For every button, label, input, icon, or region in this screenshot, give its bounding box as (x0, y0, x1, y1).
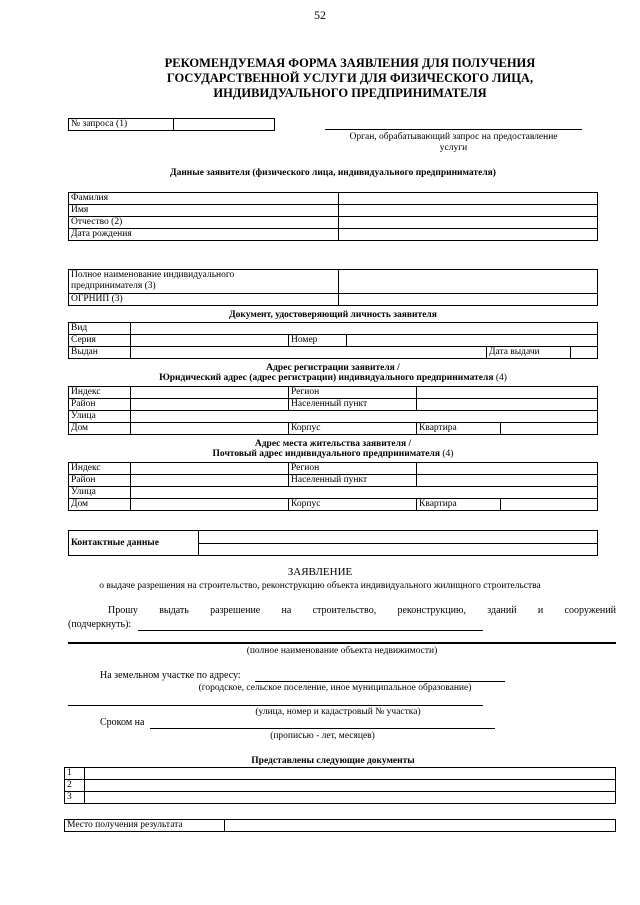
patronymic-field[interactable] (339, 217, 598, 229)
statement-subtitle: о выдаче разрешения на строительство, реконструкцию объекта индивидуального жилищного строительства (99, 581, 541, 591)
reg-house-field[interactable] (131, 423, 289, 435)
res-address-heading-2 (68, 449, 598, 459)
word-and: и (537, 605, 544, 616)
reg-locality-field[interactable] (417, 399, 598, 411)
res-locality-label: Населенный пункт (289, 475, 417, 487)
reg-address-heading (68, 363, 598, 383)
doc-issue-date-label: Дата выдачи (487, 347, 571, 359)
title-line-2: ГОСУДАРСТВЕННОЙ УСЛУГИ ДЛЯ ФИЗИЧЕСКОГО ЛИЦА, (166, 71, 534, 85)
contacts-field-1[interactable] (199, 531, 598, 544)
doc-series-label: Серия (69, 335, 131, 347)
reg-flat-field[interactable] (501, 423, 598, 435)
reg-house-label: Дом (69, 423, 131, 435)
res-address-heading (68, 439, 598, 459)
doc-row-3-number: 3 (65, 792, 85, 804)
contacts-table (68, 530, 598, 556)
form-title (120, 56, 580, 101)
word-request: Прошу (108, 605, 138, 616)
name-field[interactable] (339, 205, 598, 217)
term-line[interactable] (150, 728, 495, 729)
documents-heading: Представлены следующие документы (251, 756, 415, 766)
doc-row-2-field[interactable] (85, 780, 616, 792)
ogrnip-field[interactable] (339, 294, 598, 306)
reg-street-label: Улица (69, 411, 131, 423)
reg-flat-label: Квартира (417, 423, 501, 435)
land-caption: (городское, сельское поселение, иное муниципальное образование) (198, 683, 472, 693)
request-number-label: № запроса (1) (69, 119, 174, 131)
contacts-field-2[interactable] (199, 543, 598, 556)
reg-region-field[interactable] (417, 387, 598, 399)
birth-date-label: Дата рождения (69, 229, 339, 241)
res-street-label: Улица (69, 487, 131, 499)
word-reconstruction: реконструкцию, (397, 605, 466, 616)
word-permit: разрешение (210, 605, 261, 616)
statement-title: ЗАЯВЛЕНИЕ (287, 566, 353, 578)
reg-address-heading-2 (68, 373, 598, 383)
doc-type-field[interactable] (131, 323, 598, 335)
id-document-heading: Документ, удостоверяющий личность заявителя (229, 310, 437, 320)
patronymic-label: Отчество (2) (69, 217, 339, 229)
res-flat-field[interactable] (501, 499, 598, 511)
res-region-label: Регион (289, 463, 417, 475)
term-label: Сроком на (100, 717, 145, 728)
ogrnip-label: ОГРНИП (3) (69, 294, 339, 306)
reg-address-table (68, 386, 598, 435)
land-label: На земельном участке по адресу: (100, 670, 241, 681)
name-label: Имя (69, 205, 339, 217)
res-building-label: Корпус (289, 499, 417, 511)
id-document-table (68, 322, 598, 359)
res-house-label: Дом (69, 499, 131, 511)
page-number: 52 (314, 8, 326, 22)
title-line-3: ИНДИВИДУАЛЬНОГО ПРЕДПРИНИМАТЕЛЯ (213, 86, 487, 100)
reg-address-heading-1: Адрес регистрации заявителя / (266, 363, 400, 373)
doc-row-1-number: 1 (65, 768, 85, 780)
reg-address-heading-2-text: Юридический адрес (адрес регистрации) индивидуального предпринимателя (159, 373, 494, 383)
street-line[interactable] (68, 705, 483, 706)
doc-series-field[interactable] (131, 335, 289, 347)
doc-number-field[interactable] (347, 335, 598, 347)
doc-row-2-number: 2 (65, 780, 85, 792)
res-house-field[interactable] (131, 499, 289, 511)
res-address-heading-2-text: Почтовый адрес индивидуального предпринимателя (212, 449, 440, 459)
doc-type-label: Вид (69, 323, 131, 335)
applicant-heading: Данные заявителя (физического лица, индивидуального предпринимателя) (170, 168, 496, 178)
res-locality-field[interactable] (417, 475, 598, 487)
result-table (64, 819, 616, 832)
reg-address-note: (4) (495, 373, 507, 383)
reg-index-label: Индекс (69, 387, 131, 399)
object-line[interactable] (68, 642, 616, 644)
street-caption: (улица, номер и кадастровый № участка) (255, 707, 421, 717)
res-address-heading-1: Адрес места жительства заявителя / (254, 439, 412, 449)
underline-line[interactable] (138, 630, 483, 631)
object-caption: (полное наименование объекта недвижимости) (246, 646, 438, 656)
organ-caption-line-1: Орган, обрабатывающий запрос на предоставление (349, 132, 558, 142)
res-region-field[interactable] (417, 463, 598, 475)
entrepreneur-table (68, 269, 598, 306)
request-number-field[interactable] (174, 119, 275, 131)
doc-issue-date-field[interactable] (571, 347, 598, 359)
reg-region-label: Регион (289, 387, 417, 399)
res-address-note: (4) (442, 449, 454, 459)
contacts-label: Контактные данные (69, 531, 199, 556)
organ-caption (325, 132, 582, 154)
reg-index-field[interactable] (131, 387, 289, 399)
word-issue: выдать (159, 605, 189, 616)
res-flat-label: Квартира (417, 499, 501, 511)
underline-label: (подчеркнуть): (68, 619, 132, 630)
reg-district-field[interactable] (131, 399, 289, 411)
birth-date-field[interactable] (339, 229, 598, 241)
result-place-label: Место получения результата (65, 820, 225, 832)
documents-table (64, 767, 616, 804)
applicant-table (68, 192, 598, 241)
word-buildings: зданий (487, 605, 517, 616)
word-construction: строительство, (312, 605, 377, 616)
doc-issued-field[interactable] (131, 347, 487, 359)
word-structures: сооружений (564, 605, 616, 616)
reg-building-label: Корпус (289, 423, 417, 435)
res-address-table (68, 462, 598, 511)
title-line-1: РЕКОМЕНДУЕМАЯ ФОРМА ЗАЯВЛЕНИЯ ДЛЯ ПОЛУЧЕНИЯ (164, 56, 536, 70)
res-index-label: Индекс (69, 463, 131, 475)
doc-row-3-field[interactable] (85, 792, 616, 804)
result-place-field[interactable] (225, 820, 616, 832)
entrepreneur-name-field[interactable] (339, 270, 598, 294)
word-for: на (281, 605, 292, 616)
request-number-table (68, 118, 275, 131)
reg-district-label: Район (69, 399, 131, 411)
reg-locality-label: Населенный пункт (289, 399, 417, 411)
term-caption: (прописью - лет, месяцев) (270, 731, 375, 741)
res-index-field[interactable] (131, 463, 289, 475)
organ-line[interactable] (325, 129, 582, 130)
entrepreneur-name-label-line-2: предпринимателя (3) (71, 281, 156, 291)
res-district-label: Район (69, 475, 131, 487)
res-street-field[interactable] (131, 487, 598, 499)
organ-caption-line-2: услуги (439, 143, 468, 153)
surname-label: Фамилия (69, 193, 339, 205)
doc-number-label: Номер (289, 335, 347, 347)
doc-row-1-field[interactable] (85, 768, 616, 780)
surname-field[interactable] (339, 193, 598, 205)
entrepreneur-name-label-line-1: Полное наименование индивидуального (71, 270, 235, 280)
res-district-field[interactable] (131, 475, 289, 487)
entrepreneur-name-label (69, 270, 339, 294)
request-words-line (108, 605, 616, 616)
doc-issued-label: Выдан (69, 347, 131, 359)
reg-street-field[interactable] (131, 411, 598, 423)
land-line[interactable] (255, 681, 505, 682)
